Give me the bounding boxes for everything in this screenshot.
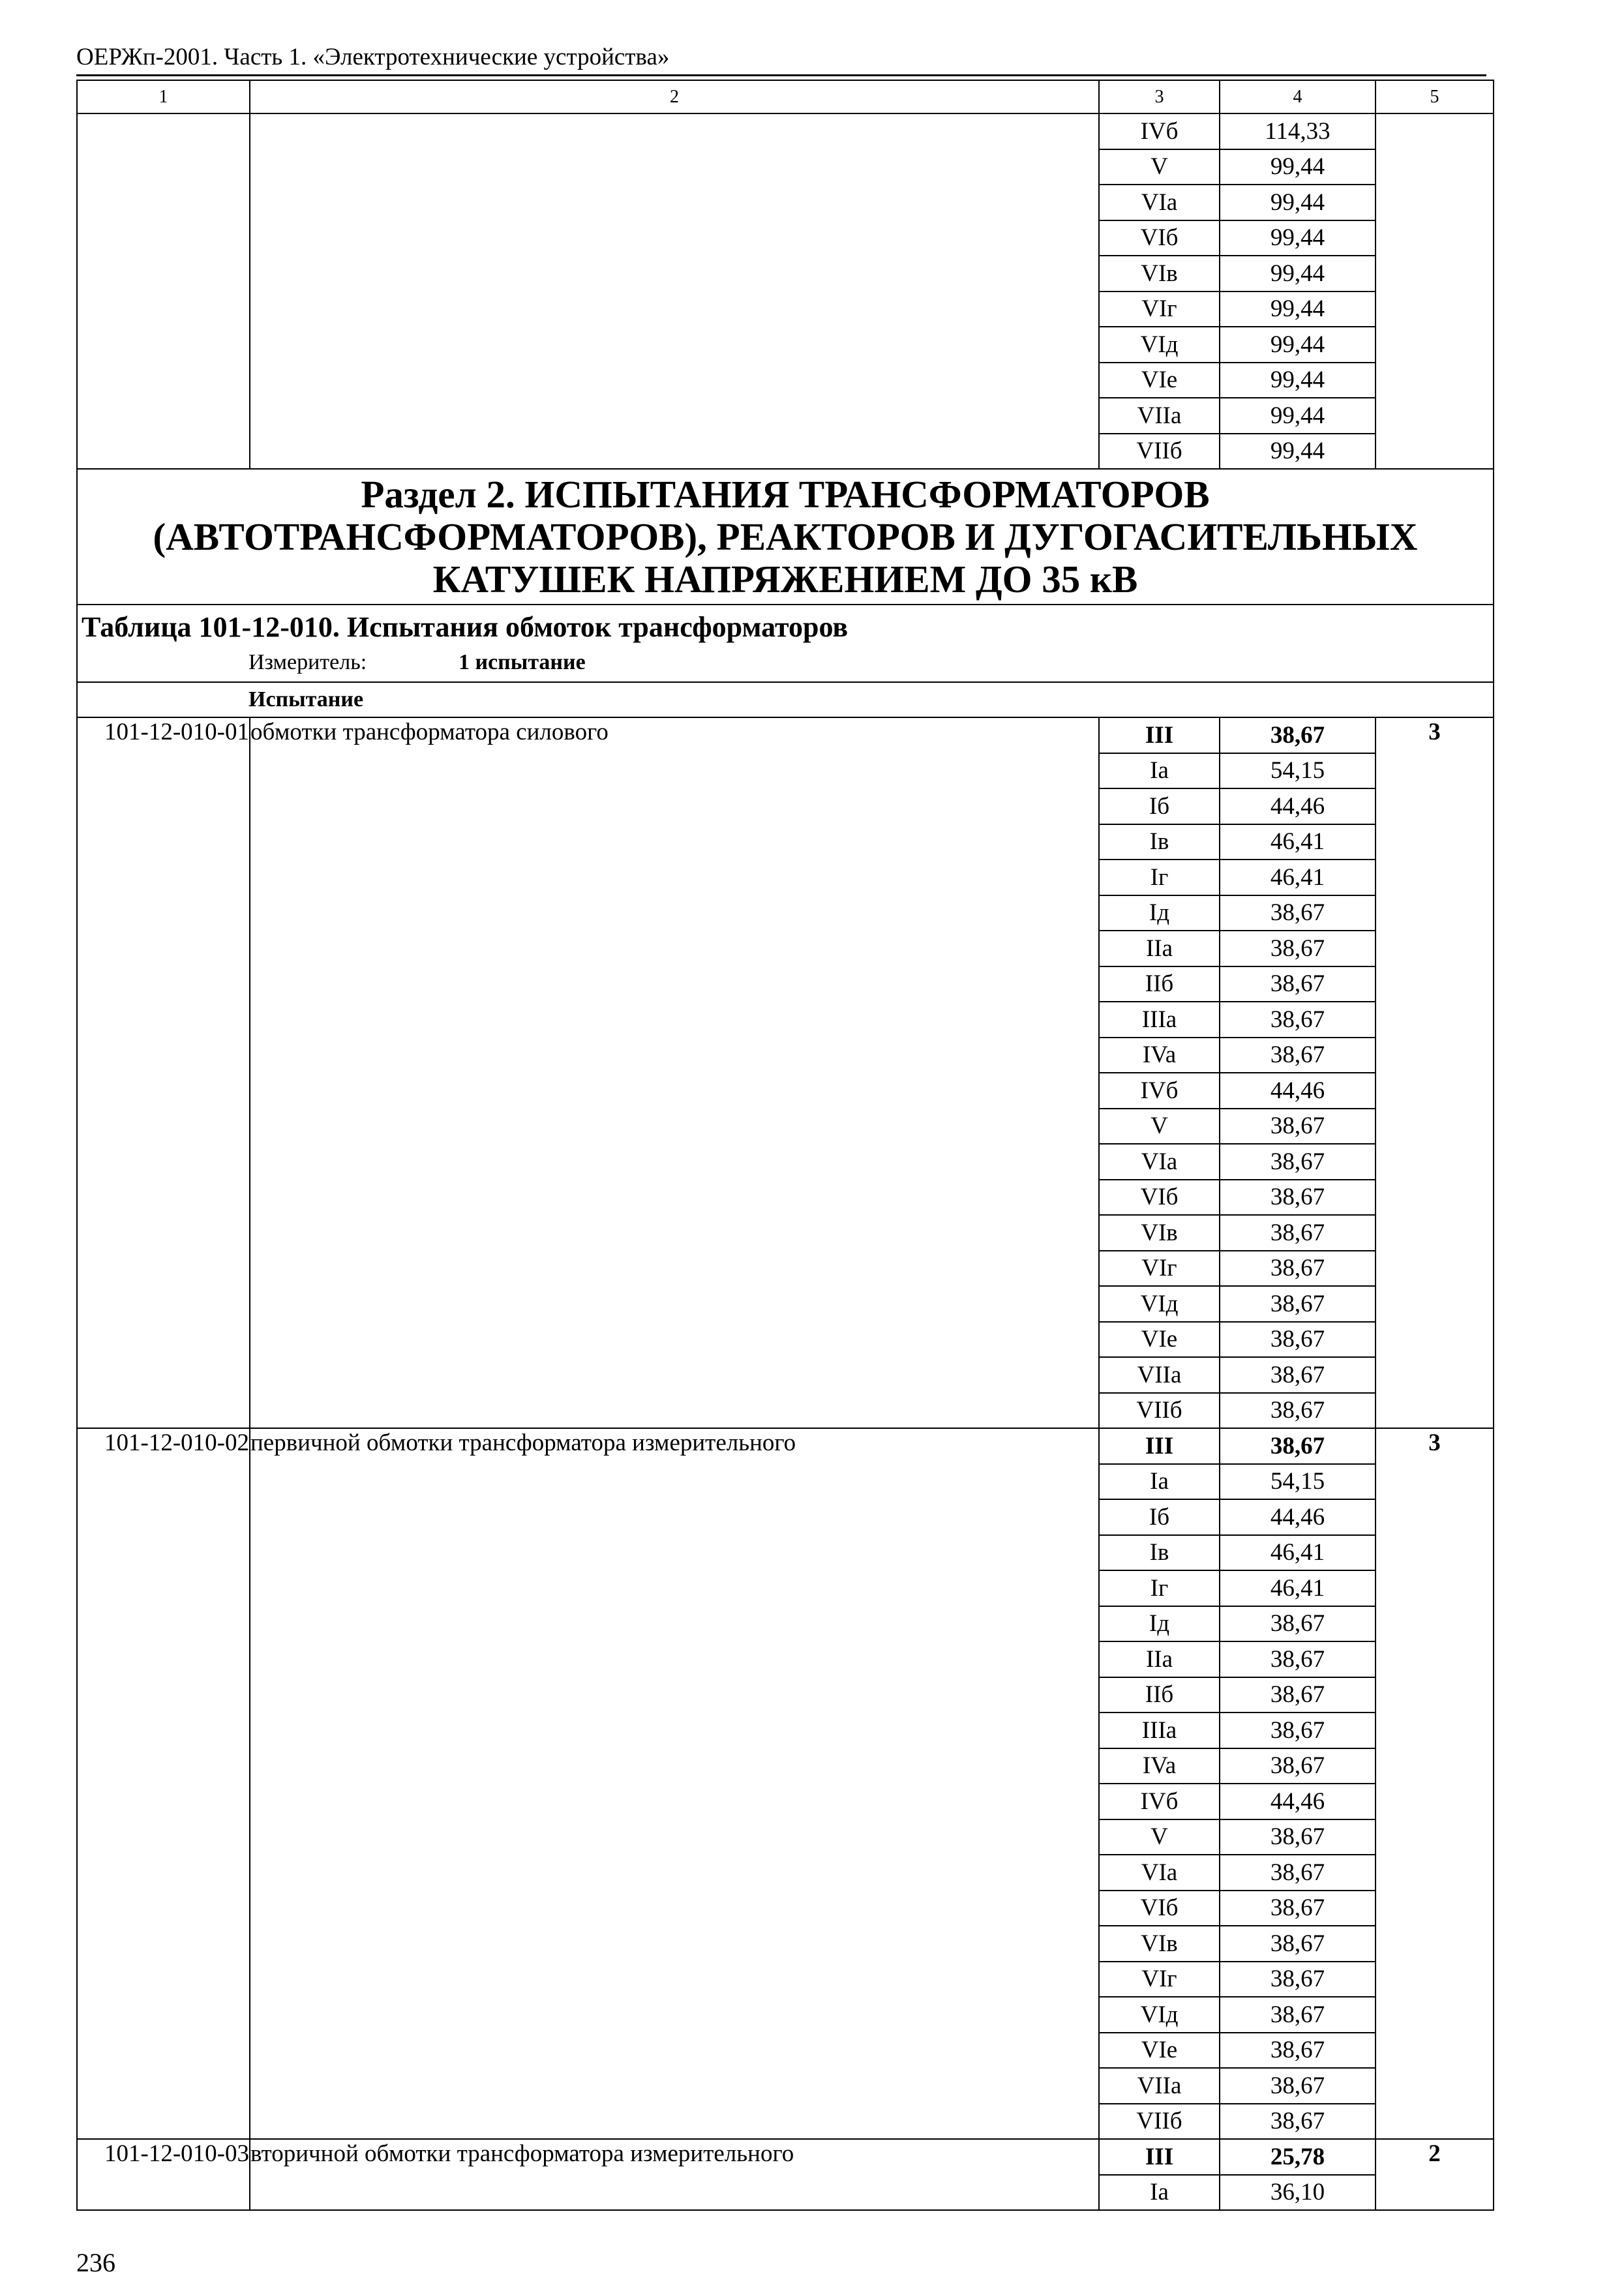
zone-cell: VIб bbox=[1099, 220, 1220, 256]
zone-cell: VIIa bbox=[1099, 2068, 1220, 2104]
table-row bbox=[77, 113, 1494, 149]
value-cell: 99,44 bbox=[1220, 220, 1376, 256]
item-unit-value: 3 bbox=[1376, 1428, 1494, 2139]
value-cell: 38,67 bbox=[1220, 1819, 1376, 1855]
zone-cell: VIв bbox=[1099, 1215, 1220, 1251]
zone-cell: VIa bbox=[1099, 185, 1220, 220]
value-cell: 99,44 bbox=[1220, 434, 1376, 470]
value-cell: 38,67 bbox=[1220, 2033, 1376, 2069]
zone-cell: VIг bbox=[1099, 292, 1220, 327]
value-cell: 38,67 bbox=[1220, 1357, 1376, 1393]
code-cell-empty bbox=[77, 113, 250, 469]
value-cell: 38,67 bbox=[1220, 2104, 1376, 2140]
item-code: 101-12-010-01 bbox=[77, 717, 250, 1428]
zone-cell: Iб bbox=[1099, 788, 1220, 824]
value-cell: 54,15 bbox=[1220, 1464, 1376, 1500]
value-cell: 99,44 bbox=[1220, 185, 1376, 220]
meter-row bbox=[77, 644, 1494, 682]
zone-cell: VIд bbox=[1099, 1997, 1220, 2033]
zone-cell: Ia bbox=[1099, 753, 1220, 789]
value-cell: 38,67 bbox=[1220, 966, 1376, 1002]
section-title-line3: КАТУШЕК НАПРЯЖЕНИЕМ ДО 35 кВ bbox=[432, 557, 1138, 601]
item-name: первичной обмотки трансформатора измерительного bbox=[250, 1428, 1099, 2139]
value-cell: 46,41 bbox=[1220, 824, 1376, 860]
value-cell: 38,67 bbox=[1220, 1286, 1376, 1322]
value-cell: 99,44 bbox=[1220, 327, 1376, 363]
value-cell: 99,44 bbox=[1220, 149, 1376, 185]
zone-cell: V bbox=[1099, 1819, 1220, 1855]
zone-cell: VIд bbox=[1099, 327, 1220, 363]
zone-cell: IVб bbox=[1099, 1073, 1220, 1109]
test-header: Испытание bbox=[77, 682, 1494, 717]
value-cell: 114,33 bbox=[1220, 113, 1376, 149]
zone-cell: III bbox=[1099, 717, 1220, 753]
value-cell: 99,44 bbox=[1220, 363, 1376, 398]
zone-cell: VIe bbox=[1099, 363, 1220, 398]
value-cell: 44,46 bbox=[1220, 1499, 1376, 1535]
value-cell: 38,67 bbox=[1220, 1002, 1376, 1038]
value-cell: 25,78 bbox=[1220, 2139, 1376, 2175]
item-unit-value: 3 bbox=[1376, 717, 1494, 1428]
value-cell: 38,67 bbox=[1220, 1748, 1376, 1784]
value-cell: 38,67 bbox=[1220, 1641, 1376, 1677]
zone-cell: VIв bbox=[1099, 256, 1220, 292]
zone-cell: VIIa bbox=[1099, 1357, 1220, 1393]
zone-cell: VIг bbox=[1099, 1962, 1220, 1997]
value-cell: 46,41 bbox=[1220, 1570, 1376, 1606]
value-cell: 38,67 bbox=[1220, 1962, 1376, 1997]
item-code: 101-12-010-03 bbox=[77, 2139, 250, 2210]
item-code: 101-12-010-02 bbox=[77, 1428, 250, 2139]
zone-cell: VIг bbox=[1099, 1251, 1220, 1287]
value-cell: 99,44 bbox=[1220, 292, 1376, 327]
value-cell: 38,67 bbox=[1220, 1713, 1376, 1748]
value-cell: 38,67 bbox=[1220, 1038, 1376, 1073]
value-cell: 38,67 bbox=[1220, 2068, 1376, 2104]
value-cell: 38,67 bbox=[1220, 931, 1376, 966]
value-cell: 38,67 bbox=[1220, 1606, 1376, 1642]
zone-cell: IVб bbox=[1099, 113, 1220, 149]
value-cell: 38,67 bbox=[1220, 1926, 1376, 1962]
zone-cell: Iб bbox=[1099, 1499, 1220, 1535]
table-title-row bbox=[77, 605, 1494, 644]
name-cell-empty bbox=[250, 113, 1099, 469]
test-header-row bbox=[77, 682, 1494, 717]
zone-cell: IIa bbox=[1099, 1641, 1220, 1677]
unit-cell-empty bbox=[1376, 113, 1494, 469]
column-header-1: 1 bbox=[77, 80, 250, 113]
column-header-row bbox=[77, 80, 1494, 113]
zone-cell: III bbox=[1099, 1428, 1220, 1464]
zone-cell: V bbox=[1099, 1109, 1220, 1144]
value-cell: 38,67 bbox=[1220, 1891, 1376, 1926]
column-header-5: 5 bbox=[1376, 80, 1494, 113]
column-header-4: 4 bbox=[1220, 80, 1376, 113]
value-cell: 99,44 bbox=[1220, 398, 1376, 434]
value-cell: 38,67 bbox=[1220, 1997, 1376, 2033]
zone-cell: VIв bbox=[1099, 1926, 1220, 1962]
zone-cell: IIIa bbox=[1099, 1002, 1220, 1038]
item-name: обмотки трансформатора силового bbox=[250, 717, 1099, 1428]
column-header-3: 3 bbox=[1099, 80, 1220, 113]
zone-cell: VIб bbox=[1099, 1180, 1220, 1216]
value-cell: 38,67 bbox=[1220, 1144, 1376, 1180]
table-title: Таблица 101-12-010. Испытания обмоток трансформаторов bbox=[77, 605, 1494, 644]
zone-cell: Iв bbox=[1099, 824, 1220, 860]
value-cell: 46,41 bbox=[1220, 1535, 1376, 1571]
zone-cell: IIIa bbox=[1099, 1713, 1220, 1748]
zone-cell: VIб bbox=[1099, 1891, 1220, 1926]
zone-cell: IVa bbox=[1099, 1038, 1220, 1073]
zone-cell: IIa bbox=[1099, 931, 1220, 966]
column-header-2: 2 bbox=[250, 80, 1099, 113]
zone-cell: VIIб bbox=[1099, 1393, 1220, 1429]
value-cell: 38,67 bbox=[1220, 717, 1376, 753]
value-cell: 54,15 bbox=[1220, 753, 1376, 789]
zone-cell: IVб bbox=[1099, 1784, 1220, 1819]
value-cell: 99,44 bbox=[1220, 256, 1376, 292]
page-number: 236 bbox=[76, 2248, 115, 2277]
zone-cell: V bbox=[1099, 149, 1220, 185]
page-header: ОЕРЖп-2001. Часть 1. «Электротехнические устройства» bbox=[76, 44, 670, 70]
value-cell: 38,67 bbox=[1220, 1215, 1376, 1251]
zone-cell: VIa bbox=[1099, 1855, 1220, 1891]
value-cell: 38,67 bbox=[1220, 1322, 1376, 1358]
zone-cell: Iд bbox=[1099, 895, 1220, 931]
zone-cell: VIa bbox=[1099, 1144, 1220, 1180]
value-cell: 38,67 bbox=[1220, 1393, 1376, 1429]
zone-cell: VIe bbox=[1099, 1322, 1220, 1358]
zone-cell: Iг bbox=[1099, 1570, 1220, 1606]
value-cell: 44,46 bbox=[1220, 1073, 1376, 1109]
zone-cell: VIIa bbox=[1099, 398, 1220, 434]
value-cell: 38,67 bbox=[1220, 1251, 1376, 1287]
meter-label: Измеритель: bbox=[248, 650, 367, 674]
zone-cell: IVa bbox=[1099, 1748, 1220, 1784]
value-cell: 38,67 bbox=[1220, 1428, 1376, 1464]
zone-cell: Iд bbox=[1099, 1606, 1220, 1642]
zone-cell: Iг bbox=[1099, 860, 1220, 895]
zone-cell: Ia bbox=[1099, 2175, 1220, 2211]
section-title bbox=[77, 469, 1494, 605]
zone-cell: IIб bbox=[1099, 1677, 1220, 1713]
value-cell: 44,46 bbox=[1220, 1784, 1376, 1819]
section-title-line1: Раздел 2. ИСПЫТАНИЯ ТРАНСФОРМАТОРОВ bbox=[361, 472, 1210, 516]
item-unit-value: 2 bbox=[1376, 2139, 1494, 2210]
section-title-row bbox=[77, 469, 1494, 605]
zone-cell: Ia bbox=[1099, 1464, 1220, 1500]
zone-cell: III bbox=[1099, 2139, 1220, 2175]
table-row bbox=[77, 1428, 1494, 1464]
section-title-line2: (АВТОТРАНСФОРМАТОРОВ), РЕАКТОРОВ И ДУГОГАСИТЕЛЬНЫХ bbox=[153, 515, 1418, 558]
value-cell: 44,46 bbox=[1220, 788, 1376, 824]
value-cell: 36,10 bbox=[1220, 2175, 1376, 2211]
item-name: вторичной обмотки трансформатора измерительного bbox=[250, 2139, 1099, 2210]
zone-cell: Iв bbox=[1099, 1535, 1220, 1571]
zone-cell: VIIб bbox=[1099, 434, 1220, 470]
rates-table-body bbox=[77, 80, 1494, 2210]
value-cell: 46,41 bbox=[1220, 860, 1376, 895]
zone-cell: VIIб bbox=[1099, 2104, 1220, 2140]
value-cell: 38,67 bbox=[1220, 895, 1376, 931]
meter-value: 1 испытание bbox=[459, 650, 586, 674]
zone-cell: VIд bbox=[1099, 1286, 1220, 1322]
header-rule bbox=[76, 74, 1486, 76]
meter-cell bbox=[77, 644, 1494, 682]
value-cell: 38,67 bbox=[1220, 1109, 1376, 1144]
value-cell: 38,67 bbox=[1220, 1180, 1376, 1216]
value-cell: 38,67 bbox=[1220, 1677, 1376, 1713]
zone-cell: VIe bbox=[1099, 2033, 1220, 2069]
table-row bbox=[77, 717, 1494, 753]
table-row bbox=[77, 2139, 1494, 2175]
value-cell: 38,67 bbox=[1220, 1855, 1376, 1891]
rates-table bbox=[76, 80, 1494, 2211]
zone-cell: IIб bbox=[1099, 966, 1220, 1002]
